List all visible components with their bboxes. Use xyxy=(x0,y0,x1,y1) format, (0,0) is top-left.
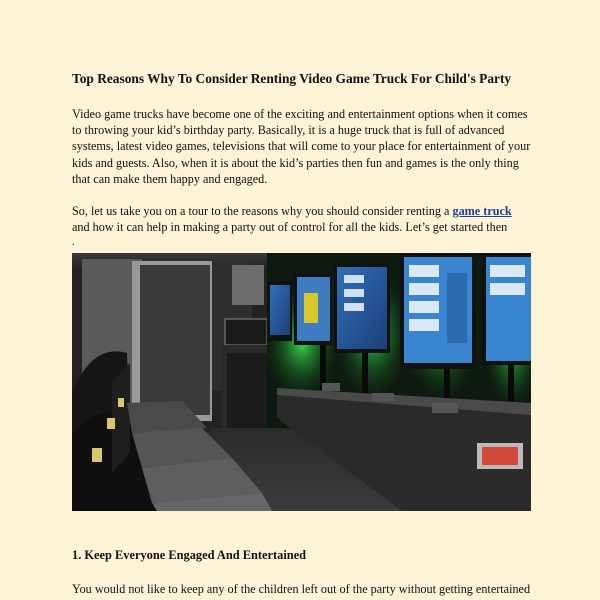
tour-text-after: and how it can help in making a party out of control for all the kids. Let’s get started then xyxy=(72,220,508,235)
stray-dot: . xyxy=(72,237,75,248)
tour-text-before: So, let us take you on a tour to the reasons why you should consider renting a xyxy=(72,204,453,218)
intro-paragraph: Video game trucks have become one of the exciting and entertainment options when it comes to throwing your kid’s birthday party. Basically, it is a huge truck that is full of advanced systems, latest video games, televisions that will come to your place for entertainment of your kids and guests. Also, when it is about the kid’s parties then fun and games is the only thing that can make them happy and engaged. xyxy=(72,107,531,186)
tour-paragraph xyxy=(72,203,532,235)
article-title: Top Reasons Why To Consider Renting Video Game Truck For Child's Party xyxy=(72,71,512,86)
game-truck-interior-photo xyxy=(72,253,531,511)
section-heading: 1. Keep Everyone Engaged And Entertained xyxy=(72,548,307,562)
game-truck-link[interactable]: game truck xyxy=(452,204,512,218)
section-paragraph: You would not like to keep any of the children left out of the party without getting entertained xyxy=(72,582,531,596)
